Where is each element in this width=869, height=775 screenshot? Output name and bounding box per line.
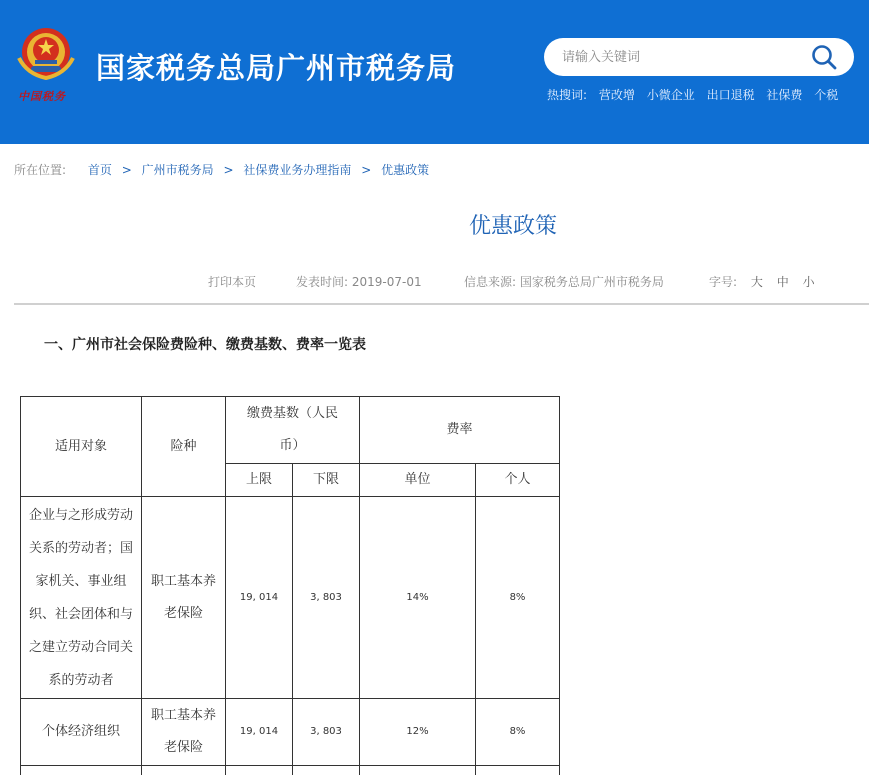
breadcrumb-social-guide[interactable]: 社保费业务办理指南 — [243, 163, 352, 177]
section-heading: 一、广州市社会保险费险种、缴费基数、费率一览表 — [44, 337, 366, 353]
hot-word-small-business[interactable]: 小微企业 — [646, 88, 695, 102]
search-icon[interactable] — [810, 43, 838, 71]
header-rate-unit: 单位 — [360, 464, 476, 497]
search-input[interactable] — [562, 46, 802, 68]
cell-insurance — [142, 497, 226, 699]
cell-personal-rate: 8% — [476, 699, 560, 766]
cell-empty — [142, 766, 226, 775]
breadcrumb-label: 所在位置: — [14, 163, 67, 177]
site-header — [0, 0, 869, 144]
header-insurance: 险种 — [142, 397, 226, 497]
font-size-label: 字号: — [709, 275, 738, 289]
header-rate: 费率 — [360, 397, 560, 464]
cell-upper: 19, 014 — [226, 699, 293, 766]
cell-unit-rate: 12% — [360, 699, 476, 766]
font-size-small[interactable]: 小 — [802, 275, 815, 289]
cell-line: 老保险 — [163, 740, 203, 755]
cell-lower: 3, 803 — [293, 699, 360, 766]
divider — [14, 303, 869, 305]
header-rate-personal: 个人 — [476, 464, 560, 497]
hot-word-social-security[interactable]: 社保费 — [766, 88, 803, 102]
cell-line: 企业与之形成劳动 — [28, 507, 133, 523]
cell-empty — [293, 766, 360, 775]
tax-emblem-icon — [13, 24, 79, 86]
hot-words-label: 热搜词: — [547, 88, 588, 102]
table-row-partial — [21, 766, 560, 775]
insurance-rate-table — [20, 396, 560, 775]
cell-empty — [21, 766, 142, 775]
hot-word-export-rebate[interactable]: 出口退税 — [706, 88, 755, 102]
font-size-control — [709, 273, 815, 290]
cell-target — [21, 497, 142, 699]
header-base-line: 币） — [279, 438, 306, 453]
print-link[interactable]: 打印本页 — [208, 275, 257, 289]
cell-line: 职工基本养 — [150, 573, 216, 589]
breadcrumb-separator: > — [121, 163, 132, 177]
header-target: 适用对象 — [21, 397, 142, 497]
cell-empty — [226, 766, 293, 775]
font-size-large[interactable]: 大 — [750, 275, 763, 289]
font-size-medium[interactable]: 中 — [776, 275, 789, 289]
breadcrumb-separator: > — [361, 163, 372, 177]
hot-word-personal-tax[interactable]: 个税 — [814, 88, 839, 102]
emblem-caption: 中国税务 — [18, 90, 66, 103]
header-base — [226, 397, 360, 464]
publish-date-label: 发表时间: — [296, 275, 349, 289]
cell-line: 老保险 — [163, 605, 203, 621]
cell-personal-rate: 8% — [476, 497, 560, 699]
cell-line: 之建立劳动合同关 — [28, 639, 133, 655]
hot-words — [547, 86, 846, 103]
page-title: 优惠政策 — [468, 214, 557, 239]
hot-word-vat[interactable]: 营改增 — [598, 88, 635, 102]
cell-line: 职工基本养 — [150, 708, 216, 723]
info-source-label: 信息来源: — [464, 275, 517, 289]
cell-target — [21, 699, 142, 766]
header-base-upper: 上限 — [226, 464, 293, 497]
header-base-lower: 下限 — [293, 464, 360, 497]
breadcrumb-home[interactable]: 首页 — [87, 163, 112, 177]
search-box — [544, 38, 854, 76]
breadcrumb-guangzhou-bureau[interactable]: 广州市税务局 — [141, 163, 214, 177]
table-row — [21, 699, 560, 766]
cell-unit-rate: 14% — [360, 497, 476, 699]
info-source-value: 国家税务总局广州市税务局 — [519, 275, 664, 289]
publish-date — [296, 273, 422, 290]
cell-insurance — [142, 699, 226, 766]
cell-upper: 19, 014 — [226, 497, 293, 699]
publish-date-value: 2019-07-01 — [351, 275, 422, 289]
breadcrumb — [14, 161, 429, 178]
breadcrumb-current[interactable]: 优惠政策 — [381, 163, 430, 177]
cell-line: 个体经济组织 — [41, 724, 120, 739]
cell-line: 织、社会团体和与 — [28, 606, 133, 622]
cell-empty — [360, 766, 476, 775]
header-base-line: 缴费基数（人民 — [246, 406, 338, 421]
cell-line: 系的劳动者 — [48, 672, 114, 688]
cell-empty — [476, 766, 560, 775]
cell-lower: 3, 803 — [293, 497, 360, 699]
table-row — [21, 497, 560, 699]
breadcrumb-separator: > — [223, 163, 234, 177]
info-source — [464, 273, 664, 290]
cell-line: 关系的劳动者；国 — [28, 540, 133, 556]
site-title[interactable]: 国家税务总局广州市税务局 — [96, 51, 457, 85]
cell-line: 家机关、事业组 — [35, 573, 127, 589]
